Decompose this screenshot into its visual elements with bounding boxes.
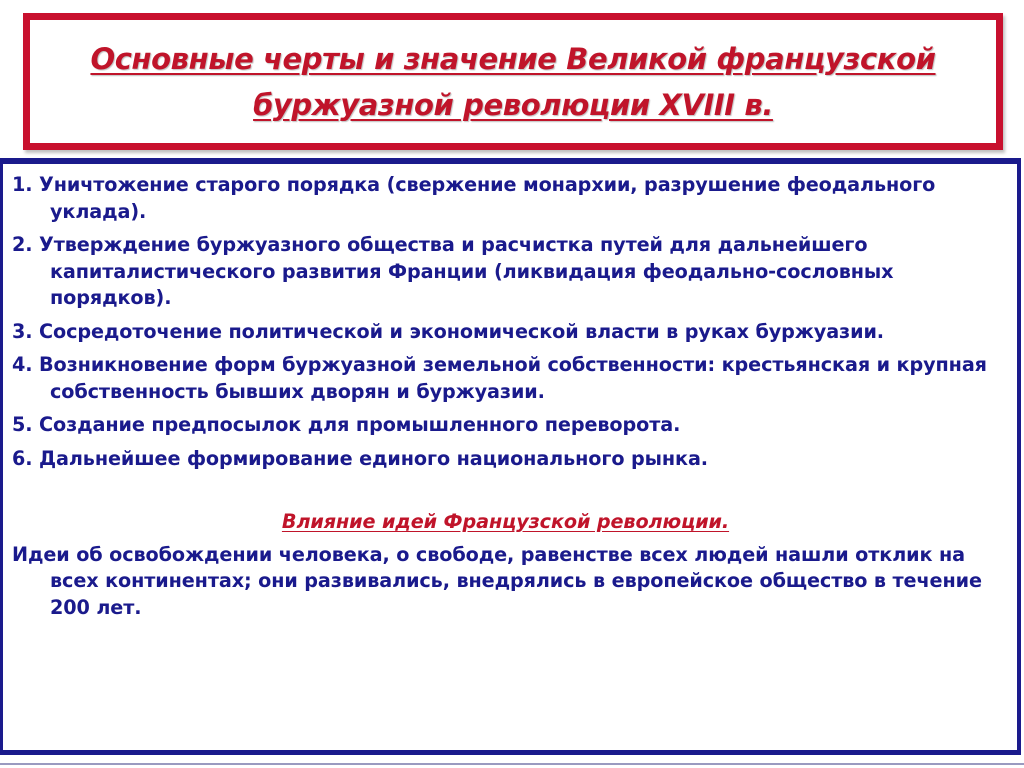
influence-heading: Влияние идей Французской революции. xyxy=(281,510,730,533)
list-item: 1. Уничтожение старого порядка (свержение монархии, разрушение феодального уклада). xyxy=(12,173,936,223)
slide-title-line-2: буржуазной революции XVIII в. xyxy=(253,87,773,122)
bottom-divider xyxy=(0,763,1024,765)
influence-text: Идеи об освобождении человека, о свободе, равенстве всех людей нашли отклик на всех континентах; они развивались, внедрялись в европейское общество в течение 200 лет. xyxy=(12,542,982,619)
list-item: 2. Утверждение буржуазного общества и расчистка путей для дальнейшего капиталистического развития Франции (ликвидация феодально-сословных порядков). xyxy=(12,233,894,309)
list-item: 4. Возникновение форм буржуазной земельной собственности: крестьянская и крупная собственность бывших дворян и буржуазии. xyxy=(12,353,987,403)
content-box xyxy=(0,158,1021,755)
list-item: 3. Сосредоточение политической и экономической власти в руках буржуазии. xyxy=(12,319,884,343)
list-item: 5. Создание предпосылок для промышленного переворота. xyxy=(12,413,681,436)
slide-title-line-1: Основные черты и значение Великой французской xyxy=(90,41,936,76)
content-body xyxy=(3,164,1017,621)
title-frame xyxy=(23,13,1003,150)
list-item: 6. Дальнейшее формирование единого национального рынка. xyxy=(12,446,708,470)
